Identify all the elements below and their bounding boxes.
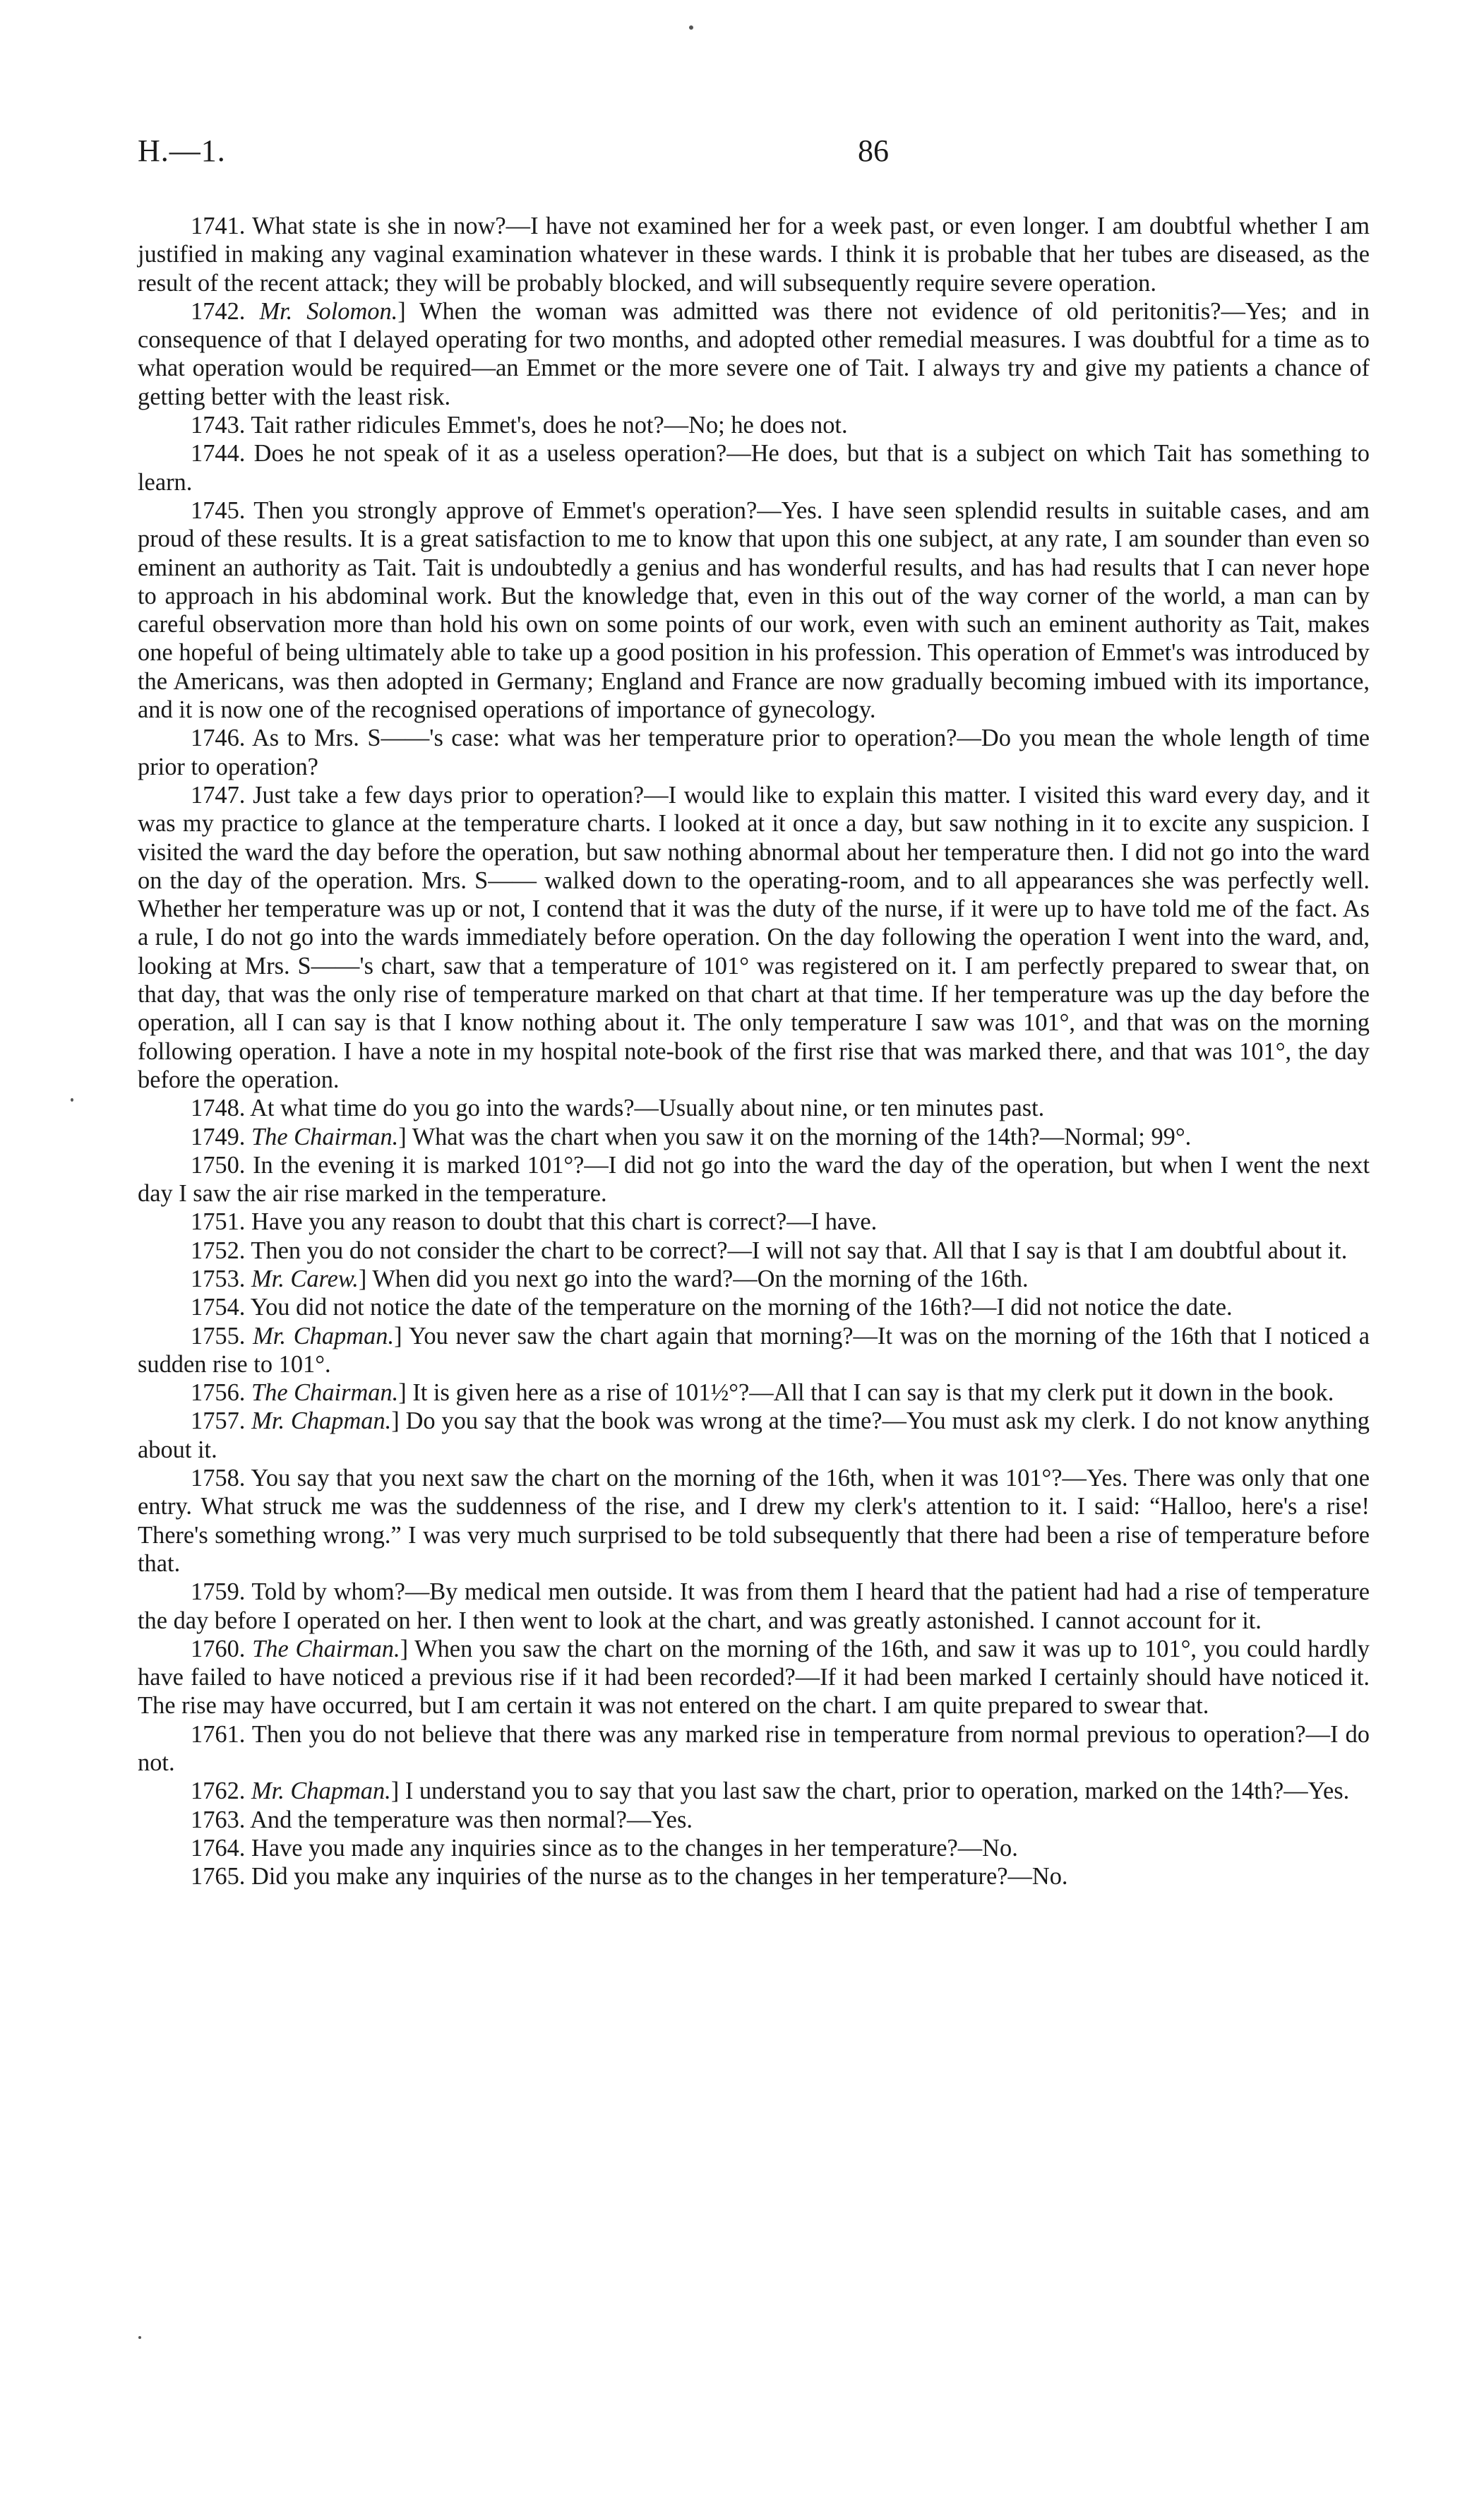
- question-number: 1765.: [191, 1863, 246, 1890]
- question-answer-text: Then you strongly approve of Emmet's operation?—Yes. I have seen splendid results in suitable cases, and am proud of these results. It is a great satisfaction to me to know that upon this one subject, at any rate, I am sounder than even so eminent an authority as Tait. Tait is undoubtedly a genius and has wonderful results, and has had results that I can never hope to approach in his abdominal work. But the knowledge that, even in this out of the way corner of the world, a man can by careful observation more than hold his own on some points of our work, even with such an eminent authority as Tait, makes one hopeful of being ultimately able to take up a good position in his profession. This operation of Emmet's was introduced by the Americans, was then adopted in Germany; England and France are now gradually becoming imbued with its importance, and it is now one of the recognised operations of importance of gynecology.: [138, 496, 1370, 724]
- question-answer-text: Told by whom?—By medical men outside. It was from them I heard that the patient had had a rise of temperature the day before I operated on her. I then went to look at the chart, and was greatly astonished. I cannot account for it.: [138, 1578, 1370, 1634]
- question-number: 1747.: [191, 781, 246, 809]
- question-answer-text: Just take a few days prior to operation?—I would like to explain this matter. I visited this ward every day, and it was my practice to glance at the temperature charts. I looked at it once a day, but saw nothing in it to excite any suspicion. I visited the ward the day before the operation, but saw nothing abnormal about her temperature then. I did not go into the ward on the day of the operation. Mrs. S—— walked down to the operating-room, and to all appearances she was perfectly well. Whether her temperature was up or not, I contend that it was the duty of the nurse, if it were up to have told me of the fact. As a rule, I do not go into the wards immediately before operation. On the day following the operation I went into the ward, and, looking at Mrs. S——'s chart, saw that a temperature of 101° was registered on it. I am perfectly prepared to swear that, on that day, that was the only rise of temperature marked on that chart at that time. If her temperature was up the day before the operation, all I can say is that I know nothing about it. The only temperature I saw was 101°, and that was on the morning following operation. I have a note in my hospital note-book of the first rise that was marked there, and that was 101°, the day before the operation.: [138, 781, 1370, 1093]
- question-answer-text: Have you any reason to doubt that this chart is correct?—I have.: [251, 1208, 878, 1236]
- speaker-name: Mr. Chapman.: [251, 1407, 392, 1435]
- question-answer-text: You say that you next saw the chart on the morning of the 16th, when it was 101°?—Yes. There was only that one entry. What struck me was the suddenness of the rise, and I drew my clerk's attention to it. I said: “Halloo, here's a rise! There's something wrong.” I was very much surprised to be told subsequently that there had been a rise of temperature before that.: [138, 1465, 1370, 1577]
- testimony-paragraph: [138, 1237, 1370, 1265]
- question-number: 1753.: [191, 1265, 246, 1292]
- question-number: 1762.: [191, 1777, 246, 1805]
- testimony-paragraph: [138, 1862, 1370, 1890]
- question-number: 1743.: [191, 412, 246, 439]
- question-number: 1760.: [191, 1635, 246, 1662]
- testimony-body: [138, 212, 1370, 1891]
- testimony-paragraph: [138, 1578, 1370, 1635]
- testimony-paragraph: [138, 781, 1370, 1094]
- question-number: 1758.: [191, 1465, 246, 1492]
- question-number: 1741.: [191, 213, 246, 239]
- speaker-name: The Chairman.: [251, 1123, 399, 1150]
- testimony-paragraph: [138, 1635, 1370, 1720]
- question-answer-text: ] When did you next go into the ward?—On the morning of the 16th.: [358, 1265, 1029, 1292]
- question-number: 1755.: [191, 1322, 246, 1350]
- testimony-paragraph: [138, 1777, 1370, 1805]
- question-answer-text: ] When the woman was admitted was there not evidence of old peritonitis?—Yes; and in consequence of that I delayed operating for two months, and adopted other remedial measures. I was doubtful for a time as to what operation would be required—an Emmet or the more severe one of Tait. I always try and give my patients a chance of getting better with the least risk.: [138, 297, 1370, 410]
- testimony-paragraph: [138, 1151, 1370, 1208]
- question-answer-text: ] What was the chart when you saw it on the morning of the 14th?—Normal; 99°.: [398, 1123, 1192, 1150]
- testimony-paragraph: [138, 724, 1370, 781]
- testimony-paragraph: [138, 496, 1370, 724]
- question-answer-text: ] I understand you to say that you last saw the chart, prior to operation, marked on the 14th?—Yes.: [390, 1777, 1350, 1805]
- testimony-paragraph: [138, 1834, 1370, 1862]
- testimony-paragraph: [138, 1720, 1370, 1777]
- testimony-paragraph: [138, 1378, 1370, 1407]
- scan-speck: [689, 25, 693, 30]
- question-answer-text: As to Mrs. S——'s case: what was her temperature prior to operation?—Do you mean the whole length of time prior to operation?: [138, 725, 1370, 780]
- speaker-name: The Chairman.: [251, 1379, 399, 1407]
- question-answer-text: ] Do you say that the book was wrong at the time?—You must ask my clerk. I do not know anything about it.: [138, 1407, 1370, 1463]
- testimony-paragraph: [138, 1094, 1370, 1122]
- question-answer-text: Then you do not believe that there was any marked rise in temperature from normal previous to operation?—I do not.: [138, 1720, 1370, 1777]
- testimony-paragraph: [138, 1208, 1370, 1236]
- question-number: 1759.: [191, 1578, 246, 1606]
- testimony-paragraph: [138, 212, 1370, 297]
- question-number: 1748.: [191, 1095, 246, 1122]
- question-answer-text: At what time do you go into the wards?—Usually about nine, or ten minutes past.: [250, 1095, 1045, 1122]
- testimony-paragraph: [138, 411, 1370, 439]
- testimony-paragraph: [138, 1322, 1370, 1379]
- question-number: 1750.: [191, 1151, 246, 1179]
- scan-speck: [71, 1098, 73, 1102]
- question-answer-text: Tait rather ridicules Emmet's, does he not?—No; he does not.: [251, 412, 848, 439]
- question-number: 1761.: [191, 1720, 246, 1748]
- question-answer-text: ] When you saw the chart on the morning of the 16th, and saw it was up to 101°, you could hardly have failed to have noticed a previous rise if it had been recorded?—If it had been marked I certainly should have noticed it. The rise may have occurred, but I am certain it was not entered on the chart. I am quite prepared to swear that.: [138, 1635, 1370, 1720]
- testimony-paragraph: [138, 1407, 1370, 1464]
- question-number: 1754.: [191, 1294, 246, 1321]
- question-number: 1756.: [191, 1379, 246, 1407]
- question-answer-text: Did you make any inquiries of the nurse as to the changes in her temperature?—No.: [251, 1863, 1068, 1890]
- question-number: 1752.: [191, 1237, 246, 1264]
- testimony-paragraph: [138, 1265, 1370, 1293]
- testimony-paragraph: [138, 1123, 1370, 1151]
- testimony-paragraph: [138, 1293, 1370, 1321]
- speaker-name: Mr. Carew.: [251, 1265, 359, 1292]
- question-answer-text: ] You never saw the chart again that morning?—It was on the morning of the 16th that I noticed a sudden rise to 101°.: [138, 1322, 1370, 1378]
- question-answer-text: You did not notice the date of the temperature on the morning of the 16th?—I did not notice the date.: [250, 1294, 1233, 1321]
- question-number: 1749.: [191, 1123, 246, 1150]
- question-answer-text: And the temperature was then normal?—Yes.: [250, 1806, 693, 1833]
- speaker-name: The Chairman.: [252, 1635, 400, 1662]
- testimony-paragraph: [138, 297, 1370, 411]
- testimony-paragraph: [138, 1464, 1370, 1578]
- page-header: [138, 133, 1370, 175]
- document-reference: H.—1.: [138, 133, 226, 168]
- question-number: 1744.: [191, 440, 246, 468]
- question-answer-text: What state is she in now?—I have not examined her for a week past, or even longer. I am doubtful whether I am justified in making any vaginal examination whatever in these wards. I think it is probable that her tubes are diseased, as the result of the recent attack; they will be probably blocked, and will subsequently require severe operation.: [138, 213, 1370, 297]
- question-answer-text: In the evening it is marked 101°?—I did not go into the ward the day of the operation, but when I went the next day I saw the air rise marked in the temperature.: [138, 1151, 1370, 1208]
- page-number: 86: [858, 133, 889, 168]
- speaker-name: Mr. Chapman.: [253, 1322, 395, 1350]
- speaker-name: Mr. Chapman.: [251, 1777, 391, 1805]
- question-number: 1742.: [191, 297, 246, 325]
- testimony-paragraph: [138, 439, 1370, 496]
- question-number: 1751.: [191, 1208, 246, 1236]
- question-answer-text: Have you made any inquiries since as to the changes in her temperature?—No.: [251, 1834, 1018, 1862]
- question-number: 1746.: [191, 725, 246, 752]
- speaker-name: Mr. Solomon.: [259, 297, 398, 325]
- question-answer-text: Does he not speak of it as a useless operation?—He does, but that is a subject on which Tait has something to learn.: [138, 440, 1370, 496]
- scan-speck: [138, 2336, 141, 2339]
- testimony-paragraph: [138, 1806, 1370, 1834]
- question-number: 1764.: [191, 1834, 246, 1862]
- question-number: 1757.: [191, 1407, 246, 1435]
- question-number: 1745.: [191, 496, 246, 524]
- question-answer-text: Then you do not consider the chart to be correct?—I will not say that. All that I say is that I am doubtful about it.: [251, 1237, 1348, 1264]
- question-answer-text: ] It is given here as a rise of 101½°?—All that I can say is that my clerk put it down in the book.: [398, 1379, 1334, 1407]
- question-number: 1763.: [191, 1806, 246, 1833]
